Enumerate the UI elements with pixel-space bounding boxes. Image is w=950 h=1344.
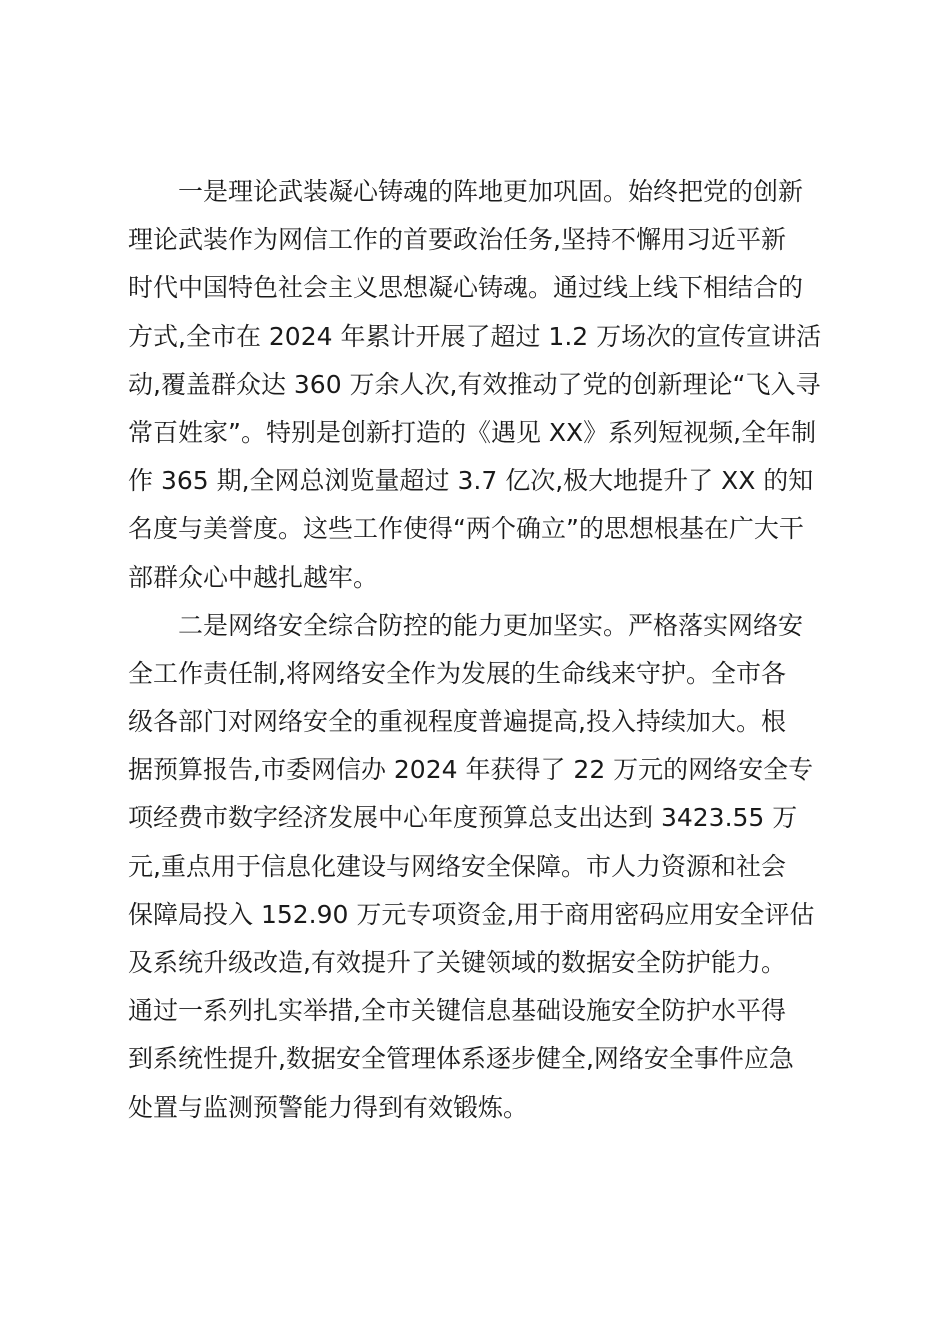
text-line: 一是理论武装凝心铸魂的阵地更加巩固。始终把党的创新 <box>178 177 804 206</box>
text-line: 项经费市数字经济发展中心年度预算总支出达到 3423.55 万 <box>128 803 798 833</box>
text-line: 到系统性提升,数据安全管理体系逐步健全,网络安全事件应急 <box>128 1044 794 1074</box>
document-body <box>128 168 828 1132</box>
text-line: 元,重点用于信息化建设与网络安全保障。市人力资源和社会 <box>128 851 786 881</box>
text-line: 部群众心中越扎越牢。 <box>128 562 379 592</box>
text-line: 动,覆盖群众达 360 万余人次,有效推动了党的创新理论“飞入寻 <box>128 369 821 399</box>
text-line: 方式,全市在 2024 年累计开展了超过 1.2 万场次的宣传宣讲活 <box>128 321 822 351</box>
text-line: 处置与监测预警能力得到有效锻炼。 <box>128 1092 529 1122</box>
text-line: 级各部门对网络安全的重视程度普遍提高,投入持续加大。根 <box>128 707 786 737</box>
text-line: 据预算报告,市委网信办 2024 年获得了 22 万元的网络安全专 <box>128 755 814 785</box>
text-line: 保障局投入 152.90 万元专项资金,用于商用密码应用安全评估 <box>128 899 815 929</box>
paragraph-theory <box>128 168 828 602</box>
text-line: 二是网络安全综合防控的能力更加坚实。严格落实网络安 <box>178 610 804 640</box>
text-line: 作 365 期,全网总浏览量超过 3.7 亿次,极大地提升了 XX 的知 <box>128 466 814 496</box>
text-line: 常百姓家”。特别是创新打造的《遇见 XX》系列短视频,全年制 <box>128 417 817 447</box>
paragraph-cybersecurity <box>128 602 828 1132</box>
text-line: 全工作责任制,将网络安全作为发展的生命线来守护。全市各 <box>128 658 786 688</box>
text-line: 时代中国特色社会主义思想凝心铸魂。通过线上线下相结合的 <box>128 273 804 303</box>
text-line: 理论武装作为网信工作的首要政治任务,坚持不懈用习近平新 <box>128 225 786 255</box>
text-line: 名度与美誉度。这些工作使得“两个确立”的思想根基在广大干 <box>128 514 804 544</box>
text-line: 及系统升级改造,有效提升了关键领域的数据安全防护能力。 <box>128 948 786 977</box>
text-line: 通过一系列扎实举措,全市关键信息基础设施安全防护水平得 <box>128 996 786 1026</box>
